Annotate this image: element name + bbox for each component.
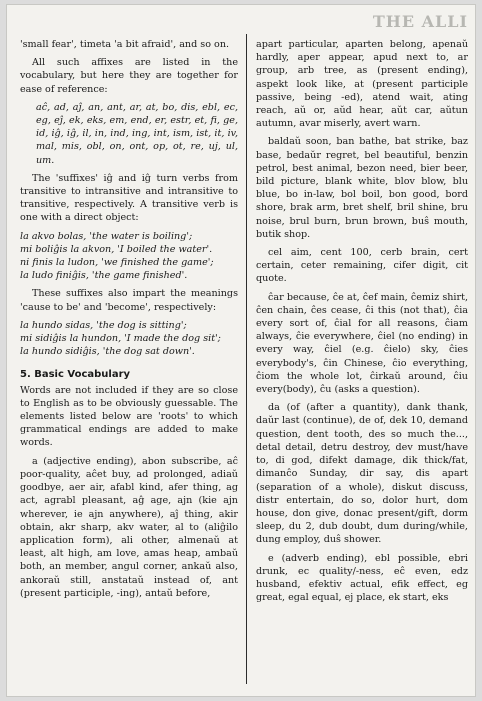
paragraph-4: These suffixes also impart the meanings 'cause to be' and 'become', respectively:	[20, 288, 238, 313]
vocab-c: cel aim, cent 100, cerb brain, cert certain, ceter remaining, cifer digit, cit quote.	[256, 247, 468, 285]
right-column	[256, 38, 468, 609]
left-column	[20, 38, 238, 605]
paragraph-1: 'small fear', timeta 'a bit afraid', and so on.	[20, 39, 230, 50]
paragraph-5: Words are not included if they are so close to English as to be obviously guessable. The elements listed below are 'roots' to which grammatical endings are added to make words.	[20, 384, 238, 449]
affix-list: aĉ, ad, aĵ, an, ant, ar, at, bo, dis, ebl, ec, eg, eĵ, ek, eks, em, end, er, estr, et, fi, ge, id, iĝ, iĝ, il, in, ind, ing, int, ism, ist, it, iv, mal, mis, obl, on, ont, op, ot, re, uj, ul, um.	[36, 101, 238, 166]
vocab-a-start: a (adjective ending), abon subscribe, aĉ poor-quality, aĉet buy, ad prolonged, adiaŭ goodbye, aer air, afabl kind, afer thing, ag act, agrabl pleasant, aĝ age, ajn (kie ajn wherever, ie ajn anywhere), aĵ thing, akir obtain, akr sharp, akv water, al to (aliĝilo application form), ali other, almenaŭ at least, alt high, am love, amas heap, ambaŭ both, an member, angul corner, ankaŭ also, ankoraŭ still, anstataŭ instead of, ant (present participle, -ing), antaŭ before,	[20, 455, 238, 599]
example-5: la hundo sidas, 'the dog is sitting';	[20, 319, 187, 331]
example-1: la akvo bolas, 'the water is boiling';	[20, 230, 193, 242]
vocab-d: da (of (after a quantity), dank thank, daŭr last (continue), de of, dek 10, demand question, dent tooth, des so much the..., detal detail, detru destroy, dev must/have to, di god, difekt damage, dik thick/fat, dimanĉo Sunday, dir say, dis apart (separation of a whole), diskut discuss, distr entertain, do so, dolor hurt, dom house, don give, donac present/gift, dorm sleep, du 2, dub doubt, dum during/while, dung employ, duŝ shower.	[256, 402, 468, 546]
vocab-e: e (adverb ending), ebl possible, ebri drunk, ec quality/-ness, eĉ even, edz husband, efektiv actual, efik effect, eg great, egal equal, ej place, ek start, eks	[256, 552, 468, 604]
bleed-through-text: THE ALLI	[372, 12, 468, 31]
example-3: ni finis la ludon, 'we finished the game';	[20, 257, 214, 269]
example-2: mi boliĝis la akvon, 'I boiled the water'.	[20, 243, 213, 255]
section-heading: 5. Basic Vocabulary	[20, 369, 131, 381]
paragraph-2: All such affixes are listed in the vocabulary, but here they are together for ease of reference:	[20, 57, 238, 95]
example-6: mi sidiĝis la hundon, 'I made the dog sit';	[20, 333, 221, 345]
example-7: la hundo sidiĝis, 'the dog sat down'.	[20, 346, 195, 358]
vocab-ch: ĉar because, ĉe at, ĉef main, ĉemiz shirt, ĉen chain, ĉes cease, ĉi this (not that), ĉia every sort of, ĉial for all reasons, ĉiam always, ĉie everywhere, ĉiel (no ending) in every way, ĉiel (e.g. ĉielo) sky, ĉies everybody's, ĉin Chinese, ĉio everything, ĉiom the whole lot, ĉirkaŭ around, ĉiu every(body), ĉu (asks a question).	[256, 291, 468, 396]
vocab-b: baldaŭ soon, ban bathe, bat strike, baz base, bedaŭr regret, bel beautiful, benzin petrol, best animal, bezon need, bier beer, bild picture, blank white, blov blow, blu blue, bo in-law, bol boil, bon good, bord shore, brak arm, bret shelf, bril shine, bru noise, brul burn, brun brown, buŝ mouth, butik shop.	[256, 136, 468, 240]
column-divider	[246, 34, 247, 684]
vocab-a-continued: apart particular, aparten belong, apenaŭ hardly, aper appear, apud next to, ar group, arb tree, as (present ending), aspekt look like, at (present participle passive, being -ed), atend wait, ating reach, aŭ or, aŭd hear, aŭt car, aŭtun autumn, avar miserly, avert warn.	[256, 39, 468, 130]
paragraph-3: The 'suffixes' iĝ and iĝ turn verbs from transitive to intransitive and intransitive to transitive, respectively. A transitive verb is one with a direct object:	[20, 172, 238, 224]
example-4: la ludo finiĝis, 'the game finished'.	[20, 270, 188, 282]
book-page	[6, 4, 476, 697]
